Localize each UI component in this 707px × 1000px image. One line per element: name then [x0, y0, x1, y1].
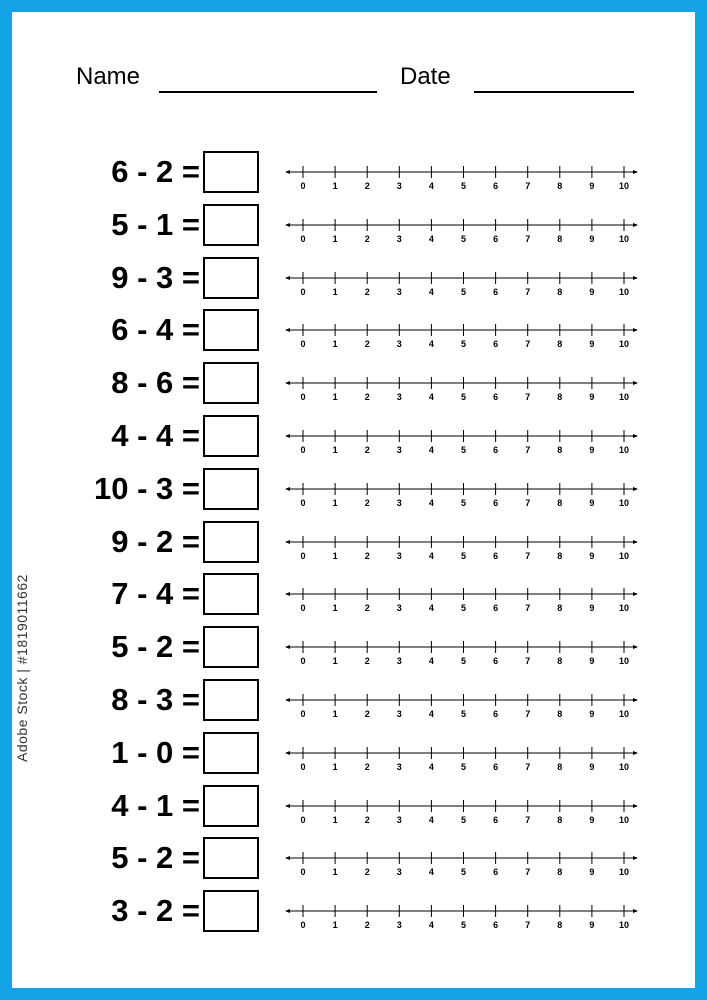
- answer-box[interactable]: [203, 573, 259, 615]
- number-line-tick-label: 7: [525, 392, 531, 403]
- number-line-tick-label: 5: [460, 603, 467, 614]
- equation: 9 - 2 =: [111, 523, 200, 559]
- number-line-tick-label: 10: [618, 339, 630, 350]
- answer-box[interactable]: [203, 204, 259, 246]
- number-line-tick-label: 4: [428, 497, 434, 508]
- equation: 4 - 1 =: [111, 787, 200, 823]
- number-line: [284, 572, 644, 622]
- number-line: [284, 625, 644, 675]
- number-line-tick-label: 5: [460, 497, 467, 508]
- problem-row: [0, 572, 707, 625]
- number-line-tick-label: 3: [396, 656, 402, 667]
- number-line-tick-label: 10: [618, 603, 630, 614]
- number-line: [284, 784, 644, 834]
- answer-box[interactable]: [203, 309, 259, 351]
- number-line-tick-label: 8: [557, 445, 563, 455]
- equation: 4 - 4 =: [111, 418, 200, 453]
- number-line-tick-label: 2: [364, 709, 370, 719]
- problem-row: [0, 520, 707, 573]
- equation: 3 - 2 =: [111, 893, 200, 929]
- number-line-tick-label: 9: [589, 181, 595, 191]
- arrow-right-icon: [633, 645, 638, 649]
- equation: 1 - 0 =: [111, 734, 200, 770]
- number-line: [284, 150, 644, 200]
- number-line-tick-label: 2: [364, 920, 370, 931]
- number-line-tick-label: 3: [396, 550, 402, 561]
- number-line-tick-label: 6: [493, 233, 499, 244]
- number-line-tick-label: 7: [525, 233, 531, 244]
- equation: 10 - 3 =: [94, 470, 200, 506]
- number-line-tick-label: 4: [428, 814, 434, 825]
- arrow-left-icon: [285, 170, 290, 174]
- number-line-tick-label: 6: [493, 497, 499, 508]
- number-line-tick-label: 5: [460, 392, 467, 403]
- number-line-tick-label: 5: [460, 867, 467, 878]
- number-line-tick-label: 2: [364, 656, 370, 667]
- arrow-left-icon: [285, 645, 290, 649]
- equation: 5 - 2 =: [111, 629, 200, 665]
- number-line-tick-label: 7: [525, 761, 531, 772]
- answer-box[interactable]: [203, 837, 259, 879]
- number-line-tick-label: 2: [364, 867, 370, 878]
- number-line-tick-label: 2: [364, 603, 370, 614]
- problem-row: [0, 361, 707, 414]
- number-line-tick-label: 4: [428, 550, 434, 561]
- number-line-tick-label: 4: [428, 445, 434, 455]
- date-label: Date: [400, 63, 451, 90]
- number-line-tick-label: 6: [493, 867, 499, 878]
- number-line: [284, 414, 644, 464]
- number-line-tick-label: 3: [396, 286, 402, 297]
- number-line-tick-label: 9: [589, 445, 595, 455]
- number-line-tick-label: 4: [428, 920, 434, 931]
- number-line-tick-label: 6: [493, 392, 499, 403]
- number-line-tick-label: 2: [364, 233, 370, 244]
- arrow-right-icon: [633, 276, 638, 280]
- number-line-tick-label: 8: [557, 761, 563, 772]
- arrow-right-icon: [633, 592, 638, 596]
- arrow-left-icon: [285, 276, 290, 280]
- number-line-tick-label: 10: [618, 814, 630, 825]
- name-field[interactable]: [159, 91, 377, 93]
- number-line-tick-label: 4: [428, 867, 434, 878]
- number-line-tick-label: 2: [364, 550, 370, 561]
- number-line-tick-label: 6: [493, 550, 499, 561]
- number-line-tick-label: 6: [493, 339, 499, 350]
- number-line-tick-label: 9: [589, 603, 595, 614]
- number-line-tick-label: 4: [428, 603, 434, 614]
- number-line-tick-label: 9: [589, 761, 595, 772]
- number-line: [284, 889, 644, 939]
- equation: 8 - 6 =: [111, 365, 200, 401]
- number-line-tick-label: 9: [589, 920, 595, 931]
- problem-row: [0, 256, 707, 309]
- number-line-tick-label: 5: [460, 814, 467, 825]
- number-line-tick-label: 0: [300, 761, 306, 772]
- answer-box[interactable]: [203, 257, 259, 299]
- number-line-tick-label: 1: [332, 656, 338, 667]
- answer-box[interactable]: [203, 626, 259, 668]
- number-line-tick-label: 2: [364, 497, 370, 508]
- number-line-tick-label: 10: [618, 181, 630, 191]
- number-line-tick-label: 5: [460, 233, 467, 244]
- number-line-tick-label: 6: [493, 656, 499, 667]
- number-line-tick-label: 8: [557, 814, 563, 825]
- arrow-left-icon: [285, 698, 290, 702]
- number-line-tick-label: 0: [300, 339, 306, 350]
- worksheet-header: [64, 60, 644, 100]
- number-line-tick-label: 9: [589, 709, 595, 719]
- arrow-left-icon: [285, 434, 290, 438]
- number-line-tick-label: 7: [525, 814, 531, 825]
- arrow-right-icon: [633, 751, 638, 755]
- number-line-tick-label: 1: [332, 497, 338, 508]
- number-line-tick-label: 4: [428, 656, 434, 667]
- number-line-tick-label: 3: [396, 814, 402, 825]
- arrow-left-icon: [285, 381, 290, 385]
- number-line-tick-label: 9: [589, 497, 595, 508]
- number-line-tick-label: 1: [332, 550, 338, 561]
- number-line-tick-label: 9: [589, 814, 595, 825]
- arrow-right-icon: [633, 328, 638, 332]
- arrow-left-icon: [285, 328, 290, 332]
- number-line-tick-label: 5: [460, 445, 467, 455]
- number-line: [284, 520, 644, 570]
- number-line-tick-label: 3: [396, 603, 402, 614]
- number-line-tick-label: 9: [589, 656, 595, 667]
- number-line-tick-label: 9: [589, 233, 595, 244]
- number-line-tick-label: 6: [493, 761, 499, 772]
- number-line-tick-label: 0: [300, 445, 306, 455]
- answer-box[interactable]: [203, 362, 259, 404]
- arrow-right-icon: [633, 540, 638, 544]
- problem-row: [0, 150, 707, 203]
- number-line-tick-label: 7: [525, 709, 531, 719]
- answer-box[interactable]: [203, 890, 259, 932]
- number-line-tick-label: 6: [493, 709, 499, 719]
- problem-row: [0, 625, 707, 678]
- problem-row: [0, 836, 707, 889]
- number-line-tick-label: 8: [557, 920, 563, 931]
- problem-row: [0, 731, 707, 784]
- arrow-right-icon: [633, 487, 638, 491]
- number-line-tick-label: 2: [364, 814, 370, 825]
- number-line: [284, 256, 644, 306]
- number-line-tick-label: 7: [525, 339, 531, 350]
- arrow-right-icon: [633, 909, 638, 913]
- answer-box[interactable]: [203, 521, 259, 563]
- problem-row: [0, 467, 707, 520]
- number-line-tick-label: 2: [364, 181, 370, 191]
- number-line-tick-label: 8: [557, 181, 563, 191]
- equation: 5 - 2 =: [111, 840, 200, 876]
- number-line-tick-label: 5: [460, 286, 467, 297]
- number-line-tick-label: 6: [493, 814, 499, 825]
- number-line-tick-label: 5: [460, 181, 467, 191]
- number-line: [284, 836, 644, 886]
- number-line-tick-label: 10: [618, 392, 630, 403]
- number-line-tick-label: 3: [396, 233, 402, 244]
- number-line-tick-label: 4: [428, 392, 434, 403]
- number-line-tick-label: 5: [460, 709, 467, 719]
- number-line-tick-label: 7: [525, 550, 531, 561]
- number-line-tick-label: 8: [557, 867, 563, 878]
- number-line-tick-label: 10: [618, 656, 630, 667]
- number-line-tick-label: 1: [332, 339, 338, 350]
- number-line-tick-label: 7: [525, 181, 531, 191]
- number-line-tick-label: 5: [460, 339, 467, 350]
- number-line-tick-label: 10: [618, 233, 630, 244]
- number-line-tick-label: 0: [300, 867, 306, 878]
- number-line: [284, 308, 644, 358]
- number-line-tick-label: 9: [589, 392, 595, 403]
- answer-box[interactable]: [203, 468, 259, 510]
- date-field[interactable]: [474, 91, 634, 93]
- number-line-tick-label: 1: [332, 709, 338, 719]
- arrow-right-icon: [633, 434, 638, 438]
- number-line-tick-label: 3: [396, 339, 402, 350]
- number-line-tick-label: 0: [300, 603, 306, 614]
- stock-watermark: Adobe Stock | #1819011662: [14, 574, 30, 762]
- number-line-tick-label: 0: [300, 920, 306, 931]
- number-line-tick-label: 3: [396, 867, 402, 878]
- number-line-tick-label: 7: [525, 603, 531, 614]
- answer-box[interactable]: [203, 679, 259, 721]
- number-line-tick-label: 3: [396, 445, 402, 455]
- number-line-tick-label: 8: [557, 603, 563, 614]
- arrow-left-icon: [285, 804, 290, 808]
- arrow-left-icon: [285, 487, 290, 491]
- answer-box[interactable]: [203, 785, 259, 827]
- equation: 5 - 1 =: [111, 206, 200, 242]
- number-line-tick-label: 6: [493, 286, 499, 297]
- number-line-tick-label: 8: [557, 550, 563, 561]
- number-line-tick-label: 1: [332, 920, 338, 931]
- problem-row: [0, 414, 707, 467]
- arrow-left-icon: [285, 540, 290, 544]
- number-line-tick-label: 8: [557, 656, 563, 667]
- number-line-tick-label: 7: [525, 286, 531, 297]
- number-line-tick-label: 0: [300, 550, 306, 561]
- number-line-tick-label: 9: [589, 867, 595, 878]
- number-line-tick-label: 10: [618, 445, 630, 455]
- problem-row: [0, 308, 707, 361]
- arrow-left-icon: [285, 751, 290, 755]
- number-line-tick-label: 1: [332, 603, 338, 614]
- number-line: [284, 361, 644, 411]
- problem-row: [0, 784, 707, 837]
- number-line-tick-label: 2: [364, 392, 370, 403]
- arrow-right-icon: [633, 381, 638, 385]
- number-line-tick-label: 0: [300, 656, 306, 667]
- number-line-tick-label: 1: [332, 867, 338, 878]
- number-line-tick-label: 1: [332, 181, 338, 191]
- number-line-tick-label: 0: [300, 233, 306, 244]
- arrow-left-icon: [285, 909, 290, 913]
- number-line-tick-label: 1: [332, 761, 338, 772]
- number-line-tick-label: 10: [618, 761, 630, 772]
- number-line-tick-label: 4: [428, 233, 434, 244]
- problem-row: [0, 889, 707, 942]
- number-line-tick-label: 10: [618, 709, 630, 719]
- answer-box[interactable]: [203, 732, 259, 774]
- number-line-tick-label: 1: [332, 445, 338, 455]
- number-line: [284, 678, 644, 728]
- number-line-tick-label: 10: [618, 920, 630, 931]
- equation: 6 - 4 =: [111, 312, 200, 348]
- number-line-tick-label: 5: [460, 761, 467, 772]
- number-line-tick-label: 0: [300, 497, 306, 508]
- number-line-tick-label: 7: [525, 656, 531, 667]
- number-line-tick-label: 10: [618, 286, 630, 297]
- equation: 7 - 4 =: [111, 576, 200, 612]
- answer-box[interactable]: [203, 415, 259, 457]
- number-line-tick-label: 4: [428, 339, 434, 350]
- number-line-tick-label: 4: [428, 761, 434, 772]
- arrow-right-icon: [633, 170, 638, 174]
- number-line-tick-label: 0: [300, 709, 306, 719]
- number-line-tick-label: 5: [460, 656, 467, 667]
- problem-row: [0, 203, 707, 256]
- number-line-tick-label: 7: [525, 445, 531, 455]
- number-line-tick-label: 9: [589, 550, 595, 561]
- number-line-tick-label: 1: [332, 286, 338, 297]
- number-line-tick-label: 10: [618, 550, 630, 561]
- equation: 9 - 3 =: [111, 259, 200, 295]
- arrow-right-icon: [633, 804, 638, 808]
- number-line: [284, 467, 644, 517]
- arrow-left-icon: [285, 856, 290, 860]
- equation: 8 - 3 =: [111, 682, 200, 717]
- arrow-left-icon: [285, 223, 290, 227]
- number-line-tick-label: 6: [493, 603, 499, 614]
- number-line-tick-label: 8: [557, 497, 563, 508]
- number-line-tick-label: 8: [557, 392, 563, 403]
- number-line-tick-label: 5: [460, 920, 467, 931]
- answer-box[interactable]: [203, 151, 259, 193]
- arrow-right-icon: [633, 223, 638, 227]
- number-line-tick-label: 0: [300, 392, 306, 403]
- name-label: Name: [76, 63, 141, 90]
- number-line-tick-label: 1: [332, 814, 338, 825]
- number-line-tick-label: 9: [589, 286, 595, 297]
- number-line-tick-label: 3: [396, 181, 402, 191]
- number-line-tick-label: 10: [618, 867, 630, 878]
- number-line: [284, 203, 644, 253]
- number-line-tick-label: 1: [332, 233, 338, 244]
- number-line-tick-label: 8: [557, 286, 563, 297]
- arrow-right-icon: [633, 856, 638, 860]
- number-line-tick-label: 2: [364, 445, 370, 455]
- arrow-left-icon: [285, 592, 290, 596]
- number-line-tick-label: 10: [618, 497, 630, 508]
- number-line-tick-label: 8: [557, 709, 563, 719]
- equation: 6 - 2 =: [111, 154, 200, 189]
- number-line-tick-label: 6: [493, 181, 499, 191]
- number-line-tick-label: 7: [525, 867, 531, 878]
- number-line-tick-label: 9: [589, 339, 595, 350]
- number-line-tick-label: 7: [525, 497, 531, 508]
- number-line-tick-label: 6: [493, 920, 499, 931]
- number-line-tick-label: 3: [396, 761, 402, 772]
- number-line-tick-label: 8: [557, 233, 563, 244]
- number-line-tick-label: 0: [300, 814, 306, 825]
- number-line-tick-label: 2: [364, 339, 370, 350]
- number-line-tick-label: 3: [396, 497, 402, 508]
- number-line-tick-label: 3: [396, 920, 402, 931]
- number-line-tick-label: 4: [428, 286, 434, 297]
- number-line-tick-label: 5: [460, 550, 467, 561]
- number-line-tick-label: 6: [493, 445, 499, 455]
- number-line-tick-label: 4: [428, 709, 434, 719]
- problem-row: [0, 678, 707, 731]
- number-line-tick-label: 0: [300, 286, 306, 297]
- number-line-tick-label: 1: [332, 392, 338, 403]
- number-line-tick-label: 3: [396, 392, 402, 403]
- number-line: [284, 731, 644, 781]
- number-line-tick-label: 4: [428, 181, 434, 191]
- number-line-tick-label: 0: [300, 181, 306, 191]
- number-line-tick-label: 8: [557, 339, 563, 350]
- number-line-tick-label: 7: [525, 920, 531, 931]
- number-line-tick-label: 2: [364, 286, 370, 297]
- arrow-right-icon: [633, 698, 638, 702]
- number-line-tick-label: 3: [396, 709, 402, 719]
- number-line-tick-label: 2: [364, 761, 370, 772]
